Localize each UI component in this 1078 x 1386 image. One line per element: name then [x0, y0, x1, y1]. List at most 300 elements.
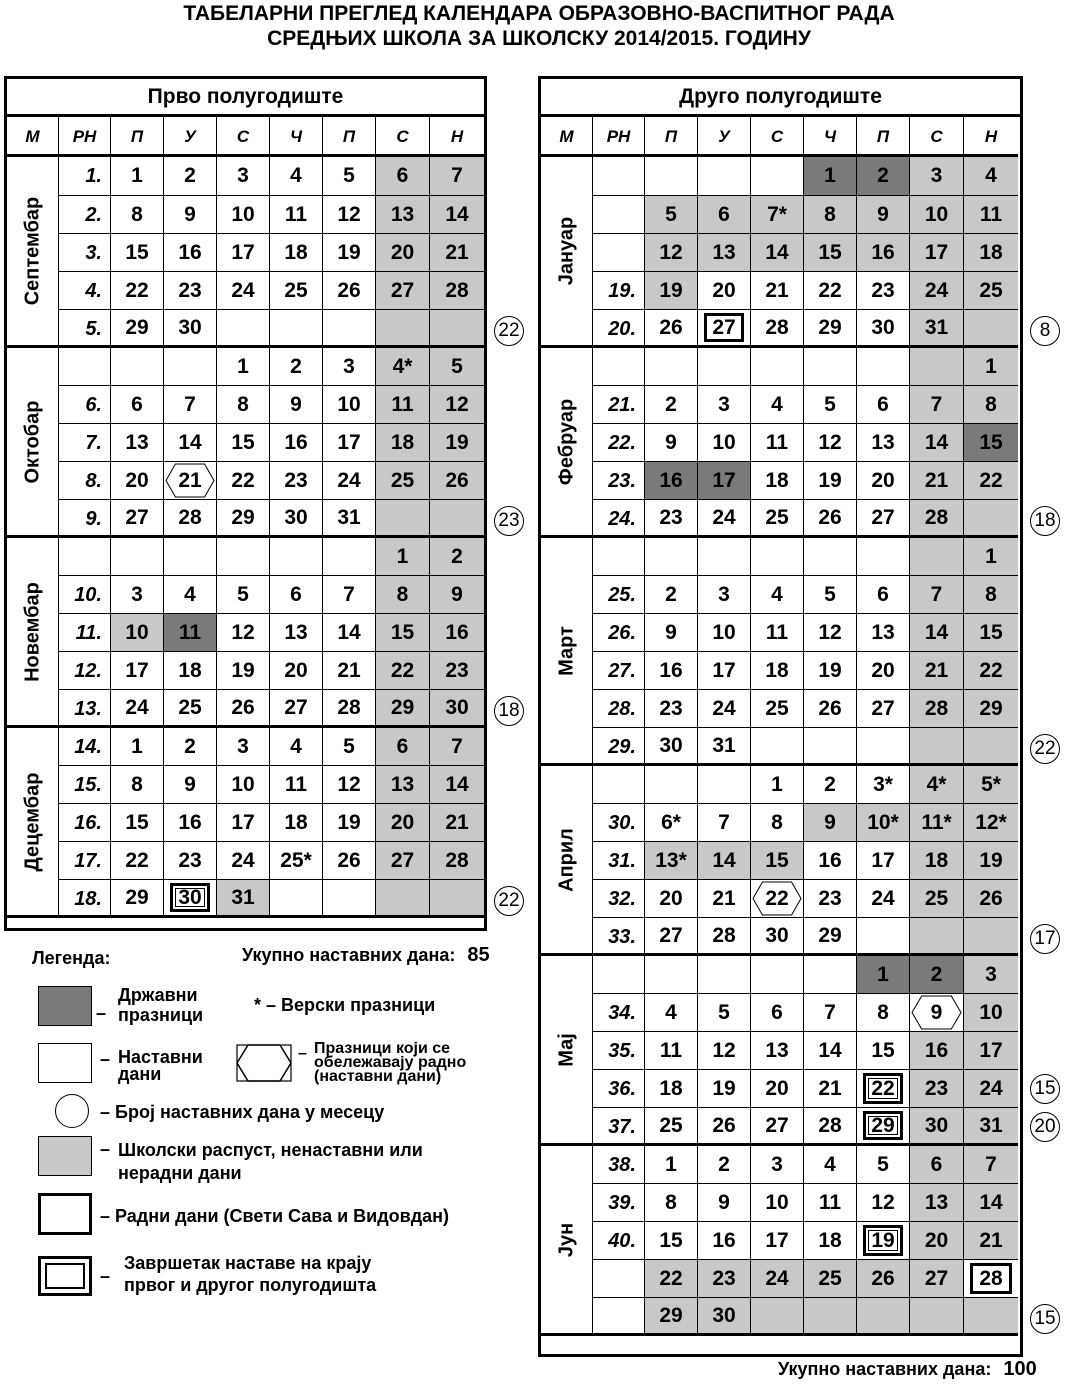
empty-day-cell [964, 500, 1018, 538]
day-number: 8 [771, 810, 783, 834]
day-number: 3 [237, 164, 249, 187]
day-number: 9 [665, 620, 677, 644]
day-cell [964, 994, 1018, 1032]
col-header-4: С [751, 117, 804, 157]
day-number: 16 [284, 430, 308, 454]
col-header-1: РН [593, 117, 645, 157]
day-cell [430, 386, 484, 424]
day-cell [430, 614, 484, 652]
week-number [593, 348, 645, 386]
day-number: 20 [659, 886, 683, 910]
day-number: 12* [975, 810, 1007, 834]
legend-count-label: – Број наставних дана у месецу [100, 1102, 385, 1122]
day-number: 20 [871, 468, 895, 492]
day-cell [857, 157, 910, 196]
day-number: 4 [290, 734, 302, 758]
day-cell [857, 1108, 910, 1146]
week-number: 26. [593, 614, 645, 652]
legend-marked-swatch-shape [236, 1044, 292, 1082]
day-cell [217, 766, 270, 804]
week-number: 4. [59, 272, 111, 310]
day-cell [645, 462, 698, 500]
day-cell [698, 310, 751, 348]
day-number: 24 [924, 278, 949, 302]
day-number: 25 [765, 696, 789, 720]
first-semester-title: Прво полугодиште [7, 79, 484, 117]
day-cell [857, 424, 910, 462]
day-cell [964, 804, 1018, 842]
day-number: 6 [396, 164, 409, 187]
day-cell [217, 500, 270, 538]
day-cell [645, 1184, 698, 1222]
day-number: 3 [131, 582, 143, 606]
day-cell [376, 842, 430, 880]
day-cell [804, 1146, 857, 1184]
day-cell [910, 614, 964, 652]
day-number: 18 [390, 430, 415, 454]
first-semester-calendar [4, 76, 487, 931]
empty-day-cell [910, 1298, 964, 1336]
day-number: 28 [712, 923, 736, 947]
day-cell [751, 1146, 804, 1184]
day-cell [751, 614, 804, 652]
day-number: 23 [445, 658, 469, 682]
day-number: 17 [712, 658, 736, 682]
day-cell [910, 462, 964, 500]
day-cell [645, 1146, 698, 1184]
day-cell [804, 1070, 857, 1108]
day-cell [645, 576, 698, 614]
day-cell [910, 1032, 964, 1070]
day-number: 25 [284, 278, 308, 302]
day-cell [804, 918, 857, 956]
day-number: 9 [665, 430, 677, 454]
empty-day-cell [910, 918, 964, 956]
week-number: 19. [593, 272, 645, 310]
day-cell [857, 196, 910, 234]
first-total-value: 85 [467, 944, 490, 966]
day-number: 11 [284, 772, 308, 796]
day-cell [645, 690, 698, 728]
empty-day-cell [430, 310, 484, 348]
day-cell [376, 348, 430, 386]
month-label [541, 538, 593, 766]
day-number: 6 [131, 392, 143, 416]
day-number: 29 [390, 695, 415, 719]
day-number: 20 [390, 810, 415, 834]
day-number: 4 [665, 1000, 677, 1024]
day-number: 8 [396, 582, 409, 606]
empty-day-cell [910, 348, 964, 386]
day-number: 6 [396, 734, 409, 758]
day-cell [111, 880, 164, 918]
day-number: 21 [712, 886, 736, 910]
day-number: 17 [871, 848, 895, 872]
day-cell [857, 956, 910, 994]
week-number: 20. [593, 310, 645, 348]
day-cell [910, 842, 964, 880]
day-number: 26 [871, 1266, 895, 1290]
day-number: 19 [818, 658, 842, 682]
day-number: 19 [659, 278, 683, 302]
day-cell [111, 500, 164, 538]
empty-day-cell [698, 538, 751, 576]
month-name: Новембар [21, 581, 43, 682]
day-cell [217, 804, 270, 842]
day-number: 18 [979, 240, 1003, 264]
day-cell [857, 614, 910, 652]
day-cell [964, 614, 1018, 652]
day-cell [323, 804, 376, 842]
day-cell [857, 272, 910, 310]
day-number: 25 [924, 886, 949, 910]
day-cell [111, 462, 164, 500]
day-cell [164, 690, 217, 728]
day-number: 4 [985, 164, 997, 187]
day-number: 22 [765, 886, 789, 910]
day-cell [751, 918, 804, 956]
day-cell [430, 538, 484, 576]
empty-day-cell [645, 538, 698, 576]
day-cell [751, 766, 804, 804]
day-cell [217, 386, 270, 424]
day-cell [804, 690, 857, 728]
day-number: 20 [712, 278, 736, 302]
empty-day-cell [376, 880, 430, 918]
col-header-3: У [164, 117, 217, 157]
day-number: 31 [924, 315, 949, 339]
day-cell [804, 1260, 857, 1298]
day-number: 13 [871, 430, 895, 454]
day-cell [164, 157, 217, 196]
day-number: 12 [337, 202, 361, 226]
day-cell [857, 880, 910, 918]
day-number: 9 [877, 202, 889, 226]
day-cell [645, 728, 698, 766]
day-cell [430, 804, 484, 842]
day-number: 29 [125, 315, 149, 339]
day-number: 19 [871, 1228, 895, 1252]
week-number: 6. [59, 386, 111, 424]
week-number: 25. [593, 576, 645, 614]
day-cell [804, 1108, 857, 1146]
week-number: 12. [59, 652, 111, 690]
day-number: 26 [445, 468, 469, 492]
day-cell [804, 386, 857, 424]
day-number: 7 [824, 1000, 836, 1024]
week-number: 30. [593, 804, 645, 842]
legend-holiday-label: Државни празници [118, 985, 204, 1025]
day-number: 17 [712, 468, 736, 492]
day-cell [323, 500, 376, 538]
day-number: 27 [871, 696, 895, 720]
day-number: 10 [712, 430, 736, 454]
day-cell [270, 690, 323, 728]
day-cell [111, 234, 164, 272]
day-number: 1 [877, 962, 889, 986]
day-number: 24 [125, 695, 149, 719]
col-header-7: С [376, 117, 430, 157]
empty-day-cell [804, 538, 857, 576]
day-cell [376, 576, 430, 614]
day-cell [376, 386, 430, 424]
day-number: 24 [231, 278, 255, 302]
day-number: 16 [445, 620, 469, 644]
day-number: 24 [979, 1076, 1003, 1100]
day-cell [645, 310, 698, 348]
week-number: 29. [593, 728, 645, 766]
day-cell [910, 234, 964, 272]
legend-count-text: Број наставних дана у месецу [115, 1102, 385, 1122]
day-number: 5 [877, 1152, 889, 1176]
day-number: 24 [712, 505, 736, 529]
day-number: 16 [178, 810, 202, 834]
month-label [541, 766, 593, 956]
empty-day-cell [857, 538, 910, 576]
empty-day-cell [323, 880, 376, 918]
day-number: 19 [979, 848, 1003, 872]
day-number: 14 [712, 848, 736, 872]
day-cell [698, 1222, 751, 1260]
day-cell [270, 386, 323, 424]
day-number: 14 [765, 240, 789, 264]
day-number: 2 [665, 392, 677, 416]
day-cell [376, 690, 430, 728]
day-cell [270, 728, 323, 766]
month-label [7, 157, 59, 348]
day-cell [376, 766, 430, 804]
empty-day-cell [698, 956, 751, 994]
day-number: 5 [665, 202, 677, 226]
day-cell [645, 500, 698, 538]
month-name: Октобар [21, 399, 43, 484]
empty-day-cell [217, 538, 270, 576]
week-number: 27. [593, 652, 645, 690]
day-number: 17 [924, 240, 949, 264]
day-number: 28 [924, 505, 949, 529]
week-number: 3. [59, 234, 111, 272]
day-cell [698, 1184, 751, 1222]
day-number: 24 [712, 696, 736, 720]
empty-day-cell [698, 766, 751, 804]
day-number: 30 [765, 923, 789, 947]
week-number: 22. [593, 424, 645, 462]
day-cell [111, 424, 164, 462]
day-cell [323, 196, 376, 234]
day-cell [910, 956, 964, 994]
day-number: 6 [877, 582, 889, 606]
day-cell [751, 652, 804, 690]
day-cell [164, 424, 217, 462]
day-cell [376, 728, 430, 766]
day-number: 11 [178, 620, 202, 644]
day-cell [910, 500, 964, 538]
day-number: 6 [771, 1000, 783, 1024]
day-cell [323, 652, 376, 690]
day-cell [857, 576, 910, 614]
day-cell [270, 196, 323, 234]
empty-day-cell [323, 538, 376, 576]
day-cell [164, 462, 217, 500]
day-number: 9 [930, 1000, 943, 1024]
day-cell [270, 804, 323, 842]
day-cell [111, 576, 164, 614]
day-cell [376, 424, 430, 462]
day-number: 7 [718, 810, 730, 834]
day-cell [645, 386, 698, 424]
day-cell [270, 348, 323, 386]
day-number: 16 [871, 240, 895, 264]
legend-vacation-dash: – [100, 1139, 111, 1159]
day-number: 27 [390, 848, 415, 872]
empty-day-cell [964, 728, 1018, 766]
day-cell [857, 234, 910, 272]
day-cell [751, 576, 804, 614]
day-number: 1 [131, 164, 143, 187]
day-number: 3* [873, 772, 893, 796]
day-cell [430, 842, 484, 880]
day-number: 26 [659, 315, 683, 339]
day-cell [804, 196, 857, 234]
second-semester-calendar [538, 76, 1023, 1357]
day-number: 2 [184, 164, 196, 187]
day-cell [964, 272, 1018, 310]
day-cell [857, 766, 910, 804]
day-number: 25 [765, 505, 789, 529]
day-cell [964, 766, 1018, 804]
day-number: 27 [712, 315, 736, 339]
day-number: 1 [665, 1152, 677, 1176]
day-cell [164, 196, 217, 234]
day-cell [964, 234, 1018, 272]
col-header-7: С [910, 117, 964, 157]
empty-day-cell [751, 157, 804, 196]
col-header-3: У [698, 117, 751, 157]
day-cell [430, 348, 484, 386]
day-cell [698, 880, 751, 918]
day-cell [964, 1184, 1018, 1222]
legend-marked-swatch [236, 1044, 292, 1082]
day-cell [430, 652, 484, 690]
day-cell [270, 614, 323, 652]
day-cell [164, 234, 217, 272]
col-header-6: П [857, 117, 910, 157]
day-cell [323, 690, 376, 728]
day-cell [430, 462, 484, 500]
day-number: 17 [125, 658, 149, 682]
day-number: 21 [924, 468, 949, 492]
week-number: 31. [593, 842, 645, 880]
day-number: 13 [390, 202, 415, 226]
day-number: 18 [178, 658, 202, 682]
day-number: 27 [390, 278, 415, 302]
day-number: 27 [659, 923, 683, 947]
day-number: 21 [924, 658, 949, 682]
day-number: 9 [824, 810, 836, 834]
day-number: 25 [178, 695, 202, 719]
day-number: 29 [979, 696, 1003, 720]
legend-holiday-dash: – [96, 1003, 107, 1023]
day-cell [804, 1184, 857, 1222]
day-number: 6 [290, 582, 302, 606]
day-number: 18 [818, 1228, 842, 1252]
day-number: 29 [871, 1113, 895, 1137]
day-cell [270, 424, 323, 462]
day-cell [164, 614, 217, 652]
empty-day-cell [751, 538, 804, 576]
day-cell [430, 576, 484, 614]
empty-day-cell [751, 348, 804, 386]
day-cell [857, 310, 910, 348]
empty-day-cell [645, 348, 698, 386]
day-number: 20 [924, 1228, 949, 1252]
day-number: 6 [877, 392, 889, 416]
day-cell [751, 1032, 804, 1070]
day-number: 22 [979, 658, 1003, 682]
day-cell [270, 576, 323, 614]
day-number: 12 [337, 772, 361, 796]
day-number: 18 [765, 468, 789, 492]
day-number: 29 [231, 505, 255, 529]
week-number: 1. [59, 157, 111, 196]
day-cell [804, 804, 857, 842]
day-number: 3 [718, 392, 730, 416]
day-number: 2 [451, 544, 463, 568]
empty-day-cell [857, 348, 910, 386]
day-number: 16 [178, 240, 202, 264]
day-number: 8 [877, 1000, 889, 1024]
second-semester-title: Друго полугодиште [541, 79, 1020, 117]
day-number: 17 [765, 1228, 789, 1252]
day-number: 11 [979, 202, 1003, 226]
second-month-day-count: 17 [1030, 924, 1060, 954]
week-number: 18. [59, 880, 111, 918]
day-cell [217, 652, 270, 690]
month-label [7, 538, 59, 728]
day-cell [964, 652, 1018, 690]
day-number: 4 [824, 1152, 836, 1176]
week-number: 11. [59, 614, 111, 652]
week-number: 23. [593, 462, 645, 500]
document-title-line-1: ТАБЕЛАРНИ ПРЕГЛЕД КАЛЕНДАРА ОБРАЗОВНО-ВАСПИТНОГ РАДА [183, 2, 895, 25]
day-cell [217, 728, 270, 766]
legend-lesson-dash: – [100, 1049, 111, 1069]
day-cell [645, 1260, 698, 1298]
day-number: 13 [871, 620, 895, 644]
day-number: 2 [718, 1152, 730, 1176]
day-number: 13 [284, 620, 308, 644]
day-cell [698, 1108, 751, 1146]
day-cell [857, 1260, 910, 1298]
day-cell [751, 386, 804, 424]
day-number: 3 [718, 582, 730, 606]
day-number: 9 [718, 1190, 730, 1214]
day-number: 10 [979, 1000, 1003, 1024]
day-number: 15 [818, 240, 842, 264]
day-cell [804, 614, 857, 652]
day-cell [857, 1184, 910, 1222]
week-number: 10. [59, 576, 111, 614]
day-cell [698, 234, 751, 272]
week-number [593, 1260, 645, 1298]
day-number: 29 [659, 1303, 683, 1327]
day-cell [910, 424, 964, 462]
day-cell [964, 842, 1018, 880]
day-number: 1 [131, 734, 143, 758]
legend-working-swatch [38, 1193, 92, 1235]
day-cell [164, 652, 217, 690]
day-number: 12 [445, 392, 469, 416]
